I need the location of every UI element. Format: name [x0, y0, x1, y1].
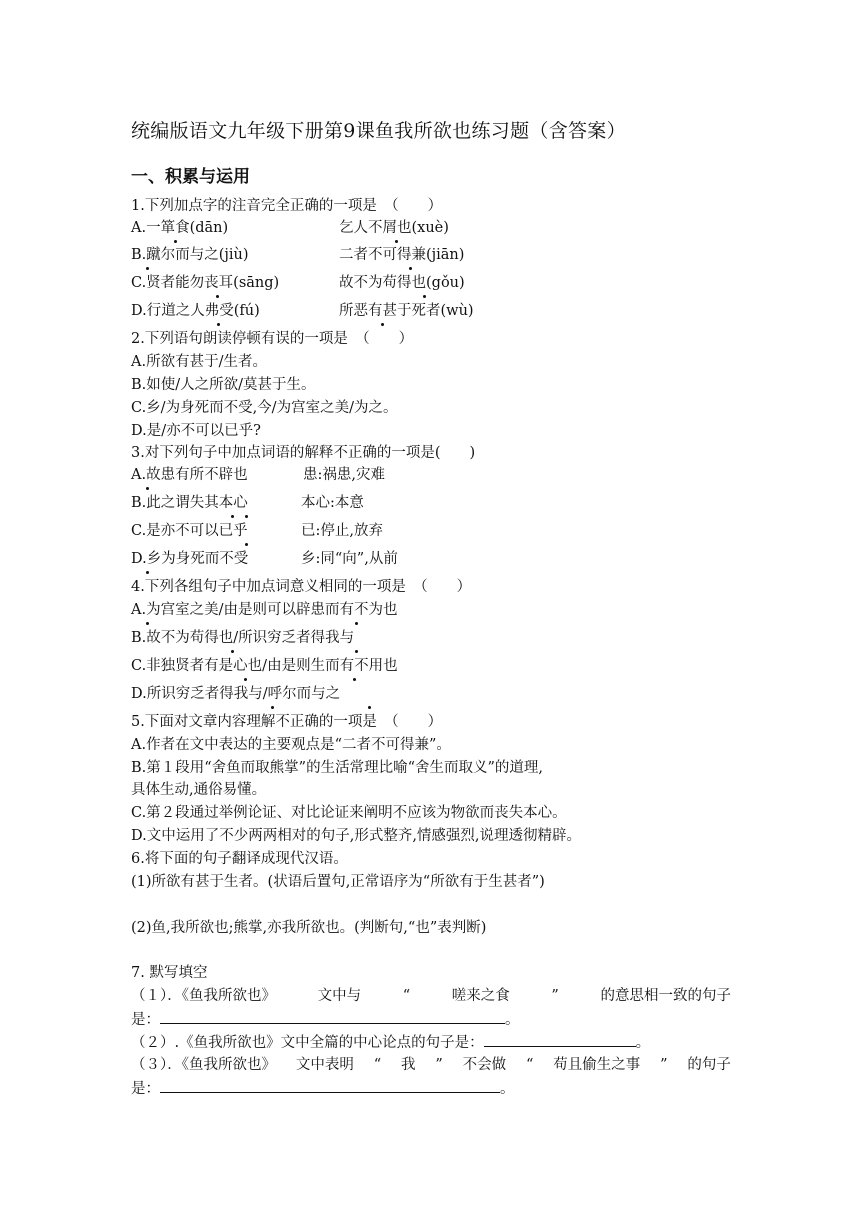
emphasis-dot	[395, 240, 398, 243]
q4-option-b: B.故不为苟得也/所识穷乏者得我与	[131, 630, 355, 646]
q5-option-b: B.第１段用“舍鱼而取熊掌”的生活常理比喻“舍生而取义”的道理,	[131, 760, 544, 776]
q3-option-c-2: 已:停止,放弃	[301, 523, 383, 539]
q5-option-d: D.文中运用了不少两两相对的句子,形式整齐,情感强烈,说理透彻精辟。	[131, 828, 582, 844]
q1-option-c: C.贤者能勿丧耳(sāng)	[131, 275, 280, 291]
q7-item-2-line: （２）.《鱼我所欲也》文中全篇的中心论点的句子是： 。	[131, 1032, 650, 1053]
q3-option-a: A.故患有所不辟也	[131, 467, 248, 483]
q3-option-d-2: 乡:同“向”,从前	[301, 551, 398, 567]
emphasis-dot	[146, 571, 149, 574]
q6-sentence-1: (1)所欲有甚于生者。(状语后置句,正常语序为“所欲有于生甚者”)	[131, 874, 545, 890]
emphasis-dot	[353, 678, 356, 681]
emphasis-dot	[231, 515, 234, 518]
q4-option-a: A.为宫室之美/由是则可以辟患而有不为也	[131, 602, 398, 618]
emphasis-dot	[245, 543, 248, 546]
emphasis-dot	[271, 706, 274, 709]
question-1-stem: 1.下列加点字的注音完全正确的一项是 （ ）	[131, 198, 443, 214]
q2-option-d: D.是/亦不可以已乎?	[131, 423, 261, 439]
q7-item-1-answer: 是： 。	[131, 1009, 520, 1030]
q5-option-a: A.作者在文中表达的主要观点是“二者不可得兼”。	[131, 737, 451, 753]
emphasis-dot	[174, 240, 177, 243]
answer-blank-1[interactable]	[160, 1009, 505, 1024]
q1-option-a-2: 乞人不屑也(xuè)	[339, 220, 449, 236]
q5-option-c: C.第２段通过举例论证、对比论证来阐明不应该为物欲而丧失本心。	[131, 805, 567, 821]
emphasis-dot	[146, 487, 149, 490]
question-2-stem: 2.下列语句朗读停顿有误的一项是 （ ）	[131, 331, 414, 347]
emphasis-dot	[146, 622, 149, 625]
q4-option-d: D.所识穷乏者得我与/呼尔而与之	[131, 686, 341, 702]
emphasis-dot	[409, 267, 412, 270]
q1-option-d: D.行道之人弗受(fú)	[131, 303, 260, 319]
question-6-stem: 6.将下面的句子翻译成现代汉语。	[131, 851, 348, 867]
q3-option-a-2: 患:祸患,灾难	[303, 467, 385, 483]
q2-option-b: B.如使/人之所欲/莫甚于生。	[131, 377, 316, 393]
q2-option-a: A.所欲有甚于/生者。	[131, 354, 267, 370]
q3-option-c: C.是亦不可以已乎	[131, 523, 248, 539]
emphasis-dot	[355, 650, 358, 653]
q7-item-3-line: （３）．《鱼我所欲也》 文中表明 “ 我 ” 不会做 “ 苟且偷生之事 ” 的句子	[131, 1057, 731, 1073]
emphasis-dot	[245, 515, 248, 518]
q1-option-b: B.蹴尔而与之(jiù)	[131, 247, 249, 263]
question-3-stem: 3.对下列句子中加点词语的解释不正确的一项是( )	[131, 445, 476, 461]
q2-option-c: C.乡/为身死而不受,今/为宫室之美/为之。	[131, 400, 398, 416]
q7-item-3-answer: 是： 。	[131, 1078, 515, 1099]
emphasis-dot	[355, 622, 358, 625]
emphasis-dot	[146, 267, 149, 270]
emphasis-dot	[231, 650, 234, 653]
emphasis-dot	[217, 323, 220, 326]
q4-option-c: C.非独贤者有是心也/由是则生而有不用也	[131, 658, 398, 674]
emphasis-dot	[381, 323, 384, 326]
q1-option-b-2: 二者不可得兼(jiān)	[339, 247, 465, 263]
q1-option-a: A.一箪食(dān)	[131, 220, 229, 236]
emphasis-dot	[216, 295, 219, 298]
q1-option-c-2: 故不为苟得也(gǒu)	[339, 275, 465, 291]
question-4-stem: 4.下列各组句子中加点词意义相同的一项是 （ ）	[131, 579, 472, 595]
q6-sentence-2: (2)鱼,我所欲也;熊掌,亦我所欲也。(判断句,“也”表判断)	[131, 920, 487, 936]
emphasis-dot	[368, 706, 371, 709]
q7-item-1-line: （１）．《鱼我所欲也》 文中与 “ 嗟来之食 ” 的意思相一致的句子	[131, 988, 731, 1004]
q1-option-d-2: 所恶有甚于死者(wù)	[339, 303, 474, 319]
q3-option-b: B.此之谓失其本心	[131, 495, 248, 511]
section-heading: 一、积累与运用	[131, 167, 250, 187]
emphasis-dot	[244, 678, 247, 681]
answer-blank-3[interactable]	[160, 1078, 500, 1093]
question-5-stem: 5.下面对文章内容理解不正确的一项是 （ ）	[131, 714, 443, 730]
answer-blank-2[interactable]	[484, 1032, 636, 1047]
question-7-stem: 7. 默写填空	[131, 965, 208, 981]
q3-option-b-2: 本心:本意	[301, 495, 364, 511]
document-title: 统编版语文九年级下册第9课鱼我所欲也练习题（含答案）	[131, 120, 626, 142]
q3-option-d: D.乡为身死而不受	[131, 551, 249, 567]
emphasis-dot	[423, 295, 426, 298]
q5-option-b-cont: 具体生动,通俗易懂。	[131, 782, 267, 798]
